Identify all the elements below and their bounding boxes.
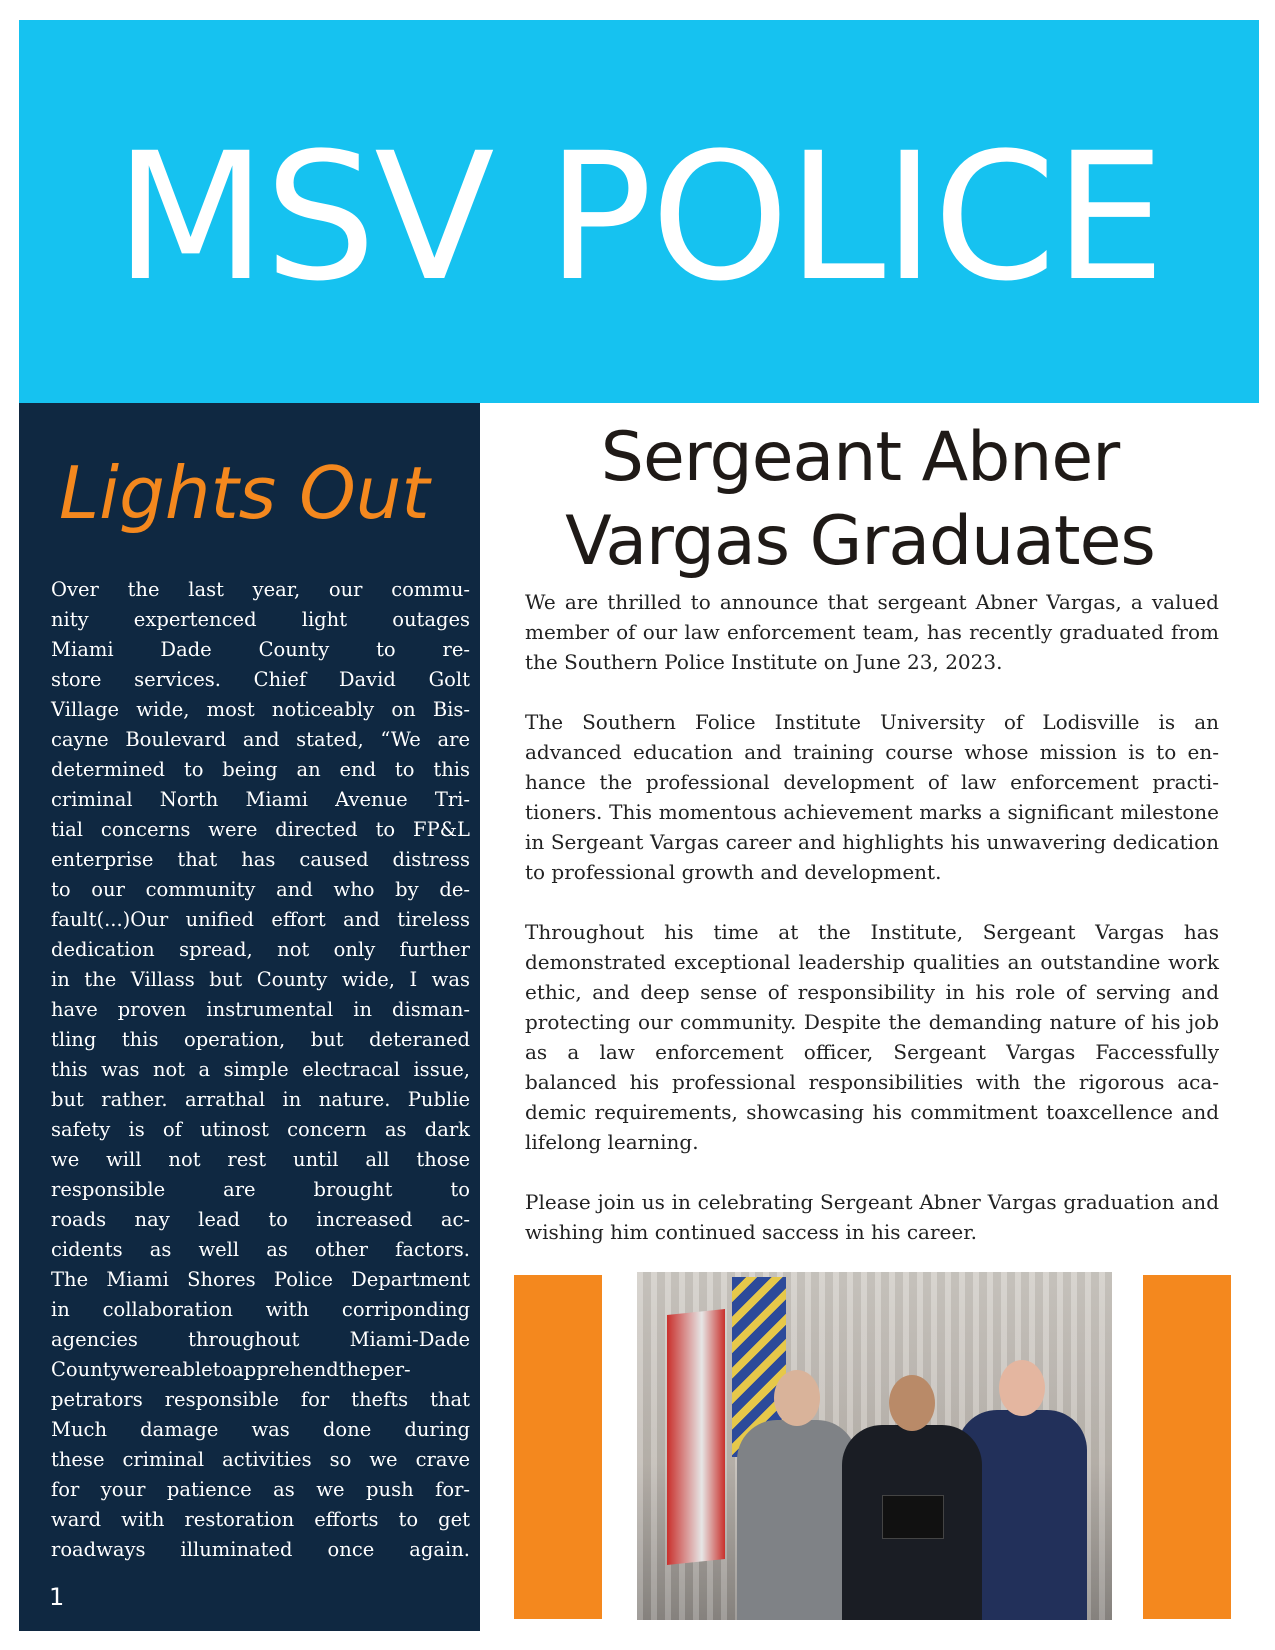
sidebar-line: Over the last year, our commu-	[51, 578, 470, 601]
sidebar-line: dedication spread, not only further	[51, 938, 470, 961]
sidebar-line: store services. Chief David Golt	[51, 668, 470, 691]
accent-bar-right	[1143, 1275, 1231, 1619]
person-left	[737, 1370, 857, 1620]
sidebar-line: fault(...)Our unified effort and tireless	[51, 908, 470, 931]
article-paragraph: Please join us in celebrating Sergeant Abner Vargas graduation and wishing him continued saccess in his career.	[525, 1190, 1219, 1244]
masthead-title: MSV POLICE	[114, 115, 1164, 320]
sidebar-line: Much damage was done during	[51, 1418, 470, 1441]
person-officer	[842, 1375, 982, 1620]
sidebar-line: safety is of utinost concern as dark	[51, 1118, 470, 1141]
sidebar-line: tling this operation, but deteraned	[51, 1028, 470, 1051]
masthead	[19, 20, 1259, 403]
sidebar-line: tial concerns were directed to FP&L	[51, 818, 470, 841]
sidebar-line: responsible are brought to	[51, 1178, 470, 1201]
sidebar-line: we will not rest until all those	[51, 1148, 470, 1171]
sidebar-line: cayne Boulevard and stated, “We are	[51, 728, 470, 751]
florida-flag	[667, 1309, 725, 1565]
article-paragraph: The Southern Folice Institute University of Lodisville is an advanced education and training course whose mission is to en-hance the professional development of law enforcement practi-tioners. This momentous achievement marks a significant milestone in Sergeant Vargas career and highlights his unwavering dedication to professional growth and development.	[525, 710, 1219, 884]
sidebar-line: roadways illuminated once again.	[51, 1538, 470, 1561]
sidebar-line: determined to being an end to this	[51, 758, 470, 781]
article-body	[525, 587, 1219, 1277]
sidebar-line: Miami Dade County to re-	[51, 638, 470, 661]
sidebar-line: these criminal activities so we crave	[51, 1448, 470, 1471]
page-number: 1	[49, 1583, 65, 1611]
article-paragraph: We are thrilled to announce that sergeant Abner Vargas, a valued member of our law enforcement team, has recently graduated from the Southern Police Institute on June 23, 2023.	[525, 590, 1219, 674]
article-paragraph: Throughout his time at the Institute, Sergeant Vargas has demonstrated exceptional leadership qualities an outstandine work ethic, and deep sense of responsibility in his role of serving and protecting our community. Despite the demanding nature of his job as a law enforcement officer, Sergeant Vargas Faccessfully balanced his professional responsibilities with the rigorous aca-demic requirements, showcasing his commitment toaxcellence and lifelong learning.	[525, 920, 1219, 1154]
sidebar-line: cidents as well as other factors.	[51, 1238, 470, 1261]
sidebar	[19, 403, 480, 1631]
sidebar-line: have proven instrumental in disman-	[51, 998, 470, 1021]
sidebar-line: roads nay lead to increased ac-	[51, 1208, 470, 1231]
sidebar-line: ward with restoration efforts to get	[51, 1508, 470, 1531]
sidebar-heading: Lights Out	[59, 451, 430, 535]
sidebar-line: petrators responsible for thefts that	[51, 1388, 470, 1411]
sidebar-body	[51, 575, 470, 1565]
sidebar-line: for your patience as we push for-	[51, 1478, 470, 1501]
sidebar-line: in collaboration with corriponding	[51, 1298, 470, 1321]
sidebar-line: this was not a simple electracal issue,	[51, 1058, 470, 1081]
sidebar-line: to our community and who by de-	[51, 878, 470, 901]
sidebar-line: agencies throughout Miami-Dade	[51, 1328, 470, 1351]
sidebar-line: but rather. arrathal in nature. Publie	[51, 1088, 470, 1111]
diploma	[882, 1495, 944, 1539]
sidebar-line: The Miami Shores Police Department	[51, 1268, 470, 1291]
sidebar-line: enterprise that has caused distress	[51, 848, 470, 871]
accent-bar-left	[514, 1275, 602, 1619]
sidebar-line: nity expertenced light outages	[51, 608, 470, 631]
article-title: Sergeant Abner Vargas Graduates	[565, 418, 1155, 581]
sidebar-line: Village wide, most noticeably on Bis-	[51, 698, 470, 721]
sidebar-line: Countywereabletoapprehendtheper-	[51, 1358, 411, 1381]
sidebar-line: criminal North Miami Avenue Tri-	[51, 788, 470, 811]
sidebar-line: in the Villass but County wide, I was	[51, 968, 470, 991]
graduation-photo	[637, 1272, 1112, 1620]
